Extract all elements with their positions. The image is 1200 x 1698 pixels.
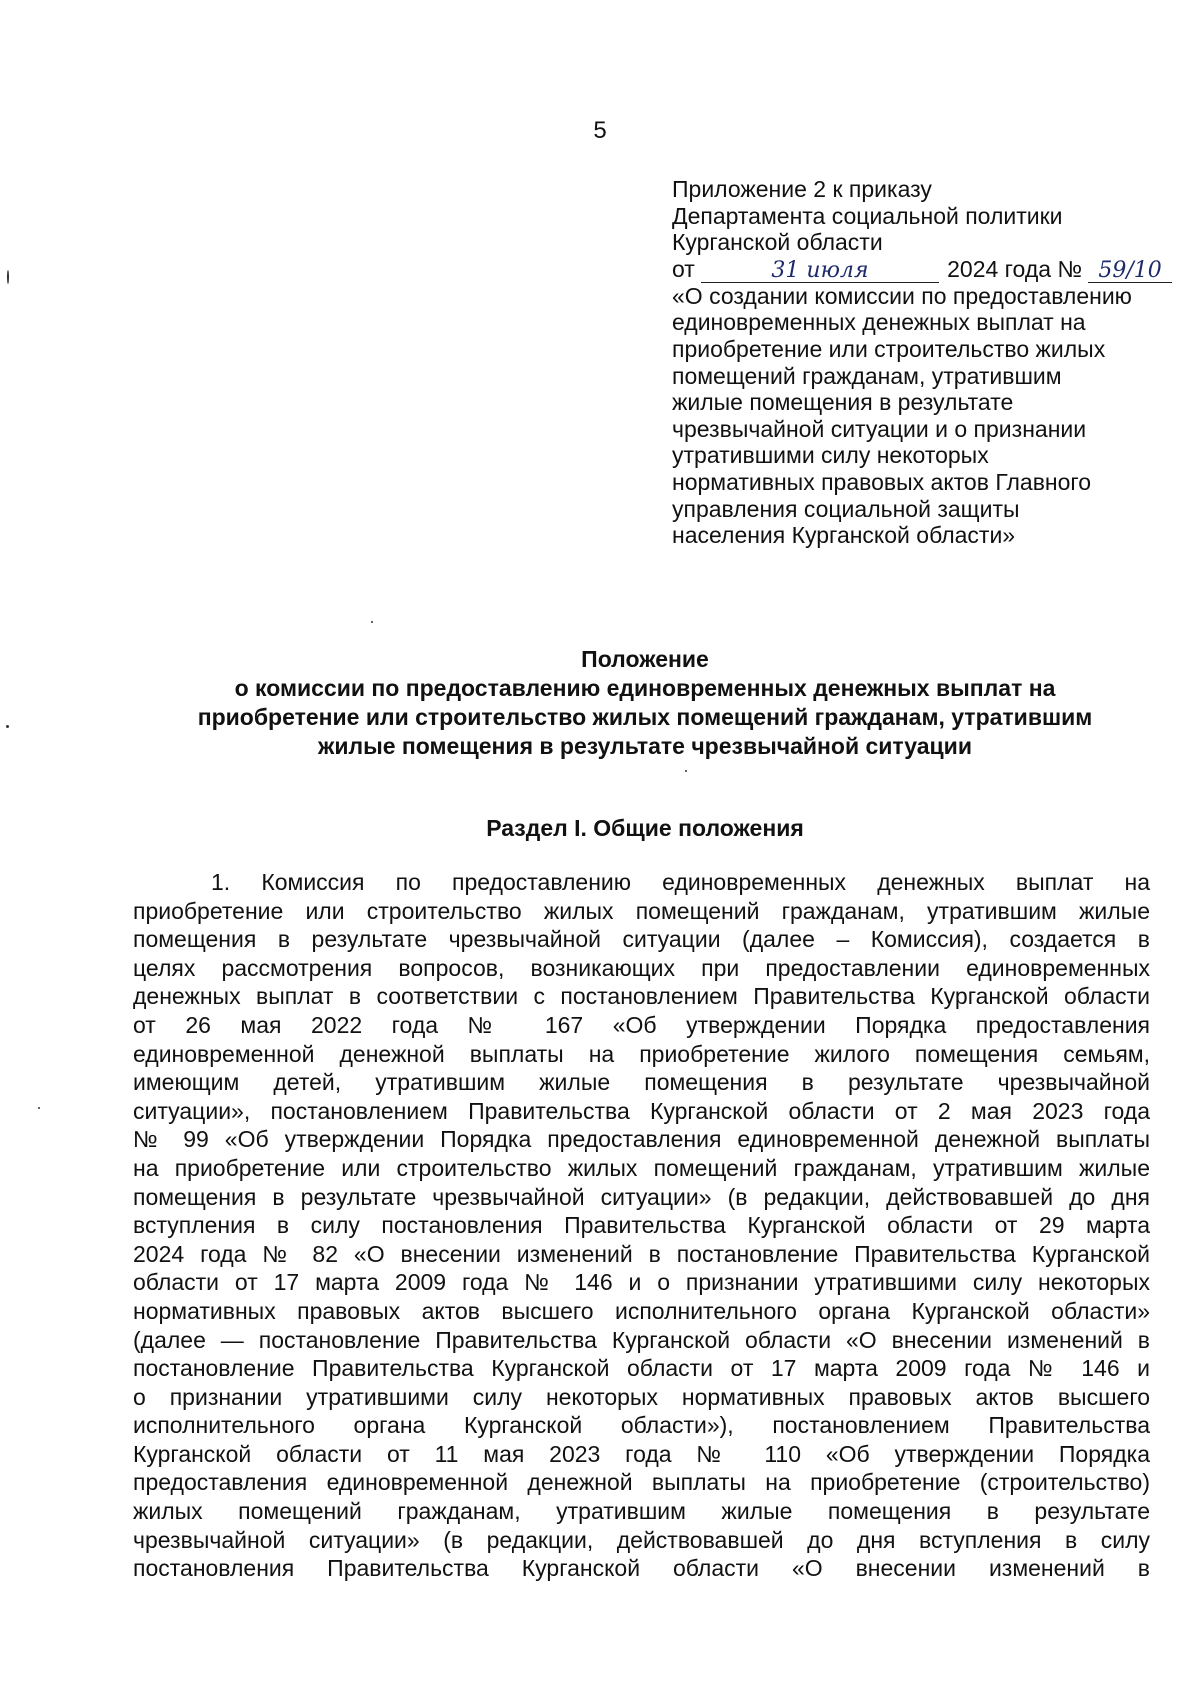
- annex-block: [672, 176, 1172, 549]
- document-title-line: жилые помещения в результате чрезвычайной ситуации: [318, 733, 972, 759]
- body-line: 2024 года № 82 «О внесении изменений в постановление Правительства Курганской: [133, 1240, 1150, 1267]
- date-prefix: от: [672, 255, 695, 282]
- annex-line: Приложение 2 к приказу: [672, 176, 932, 202]
- handwritten-date: 31 июля: [701, 260, 939, 283]
- body-line: о признании утратившими силу некоторых нормативных правовых актов высшего: [133, 1383, 1150, 1410]
- body-line: области от 17 марта 2009 года № 146 и о признании утратившими силу некоторых: [133, 1269, 1150, 1296]
- body-line: жилых помещений гражданам, утратившим жилые помещения в результате: [133, 1498, 1150, 1525]
- body-line: постановления Правительства Курганской области «О внесении изменений в: [133, 1555, 1150, 1582]
- page-number: 5: [593, 117, 607, 144]
- body-text: [133, 868, 1150, 1583]
- body-line: (далее — постановление Правительства Курганской области «О внесении изменений в: [133, 1326, 1150, 1353]
- annex-title-line: жилые помещения в результате: [672, 389, 1014, 416]
- annex-title-line: приобретение или строительство жилых: [672, 335, 1106, 362]
- scan-artifact: [6, 725, 9, 728]
- body-line: 1. Комиссия по предоставлению единовременных денежных выплат на: [211, 869, 1150, 895]
- body-line: исполнительного органа Курганской области»), постановлением Правительства: [133, 1412, 1150, 1439]
- date-year: 2024 года №: [947, 255, 1083, 282]
- annex-title-line: утратившими силу некоторых: [672, 442, 989, 469]
- document-title-heading: Положение: [581, 646, 709, 672]
- section-title: Раздел I. Общие положения: [486, 815, 804, 841]
- scan-artifact: [685, 770, 687, 772]
- body-line: нормативных правовых актов высшего исполнительного органа Курганской области»: [133, 1297, 1150, 1324]
- annex-date-line: [672, 256, 1172, 283]
- document-title: [120, 645, 1170, 761]
- annex-title-line: нормативных правовых актов Главного: [672, 468, 1092, 495]
- annex-line: Департамента социальной политики: [672, 202, 1063, 229]
- document-title-line: о комиссии по предоставлению единовременных денежных выплат на: [234, 675, 1056, 701]
- body-line: от 26 мая 2022 года № 167 «Об утверждении Порядка предоставления: [133, 1011, 1150, 1038]
- body-line: № 99 «Об утверждении Порядка предоставления единовременной денежной выплаты: [133, 1126, 1150, 1153]
- body-line: денежных выплат в соответствии с постановлением Правительства Курганской области: [133, 983, 1150, 1010]
- body-line: приобретение или строительство жилых помещений гражданам, утратившим жилые: [133, 897, 1150, 924]
- annex-title-line: помещений гражданам, утратившим: [672, 362, 1062, 389]
- body-line: единовременной денежной выплаты на приобретение жилого помещения семьям,: [133, 1040, 1150, 1067]
- body-line: на приобретение или строительство жилых помещений гражданам, утратившим жилые: [133, 1154, 1150, 1181]
- body-line: постановление Правительства Курганской области от 17 марта 2009 года № 146 и: [133, 1355, 1150, 1382]
- annex-title-line: управления социальной защиты: [672, 495, 1020, 522]
- body-line: помещения в результате чрезвычайной ситуации (далее – Комиссия), создается в: [133, 926, 1150, 953]
- body-line: имеющим детей, утратившим жилые помещения в результате чрезвычайной: [133, 1069, 1150, 1096]
- annex-line: Курганской области: [672, 229, 883, 256]
- body-line: ситуации», постановлением Правительства Курганской области от 2 мая 2023 года: [133, 1097, 1150, 1124]
- scan-artifact: [371, 621, 373, 623]
- body-line: помещения в результате чрезвычайной ситуации» (в редакции, действовавшей до дня: [133, 1183, 1150, 1210]
- body-line: Курганской области от 11 мая 2023 года № 110 «Об утверждении Порядка: [133, 1440, 1150, 1467]
- handwritten-number: 59/10: [1088, 260, 1172, 283]
- body-line: предоставления единовременной денежной выплаты на приобретение (строительство): [133, 1469, 1150, 1496]
- scan-artifact: [38, 1107, 40, 1109]
- annex-title-line: чрезвычайной ситуации и о признании: [672, 415, 1087, 442]
- annex-title-line: населения Курганской области»: [672, 522, 1016, 549]
- body-line: чрезвычайной ситуации» (в редакции, действовавшей до дня вступления в силу: [133, 1526, 1150, 1553]
- annex-title-line: единовременных денежных выплат на: [672, 309, 1086, 336]
- scan-artifact: [7, 270, 9, 284]
- annex-title-line: «О создании комиссии по предоставлению: [672, 282, 1132, 309]
- body-line: вступления в силу постановления Правительства Курганской области от 29 марта: [133, 1212, 1150, 1239]
- document-title-line: приобретение или строительство жилых помещений гражданам, утратившим: [197, 704, 1093, 730]
- body-line: целях рассмотрения вопросов, возникающих при предоставлении единовременных: [133, 954, 1150, 981]
